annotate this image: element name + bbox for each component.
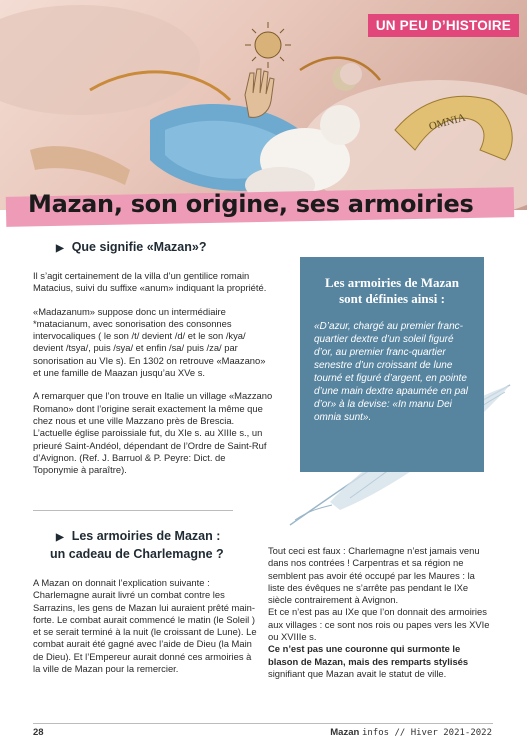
section3-bold-text: Ce n’est pas une couronne qui surmonte le blason de Mazan, mais des remparts stylisés — [268, 643, 469, 667]
section1-body — [33, 270, 273, 487]
sun-figure — [245, 22, 291, 68]
footer-issue: infos // Hiver 2021-2022 — [361, 728, 492, 738]
armoiries-definition-box — [300, 257, 484, 472]
hand-figure — [245, 69, 274, 117]
section3-paragraph: Et ce n’est pas au IXe que l’on donnait des armoiries aux villages : ce sont nos rois ou papes vers les XVIe ou XVIIIe s. — [268, 606, 490, 643]
section1-paragraph: «Madazanum» suppose donc un intermédiaire *matacianum, avec sonorisation des consonnes intervocaliques ( le son /t/ devient /d/ et le son /kya/ devient /tsya/, puis /sya/ et enfin /sa/ puis /za/ par sonorisation au VIe s). En 1302 on retrouve «Maazano» et une famille de Maazan jusqu’au XVe s. — [33, 305, 266, 379]
section2-body — [33, 577, 258, 686]
section-tag: UN PEU D’HISTOIRE — [368, 14, 519, 37]
section2-paragraph: A Mazan on donnait l’explication suivante : Charlemagne aurait livré un combat contre les Sarrazins, les gens de Mazan lui auraient prêté main-forte. Le combat aurait commencé le matin (le Soleil ) et se serait terminé à la nuit (le croissant de Lune). Le combat aurait été gagné avec l’aide de Dieu (la Main de Dieu). Et l’Empereur aurait donné ces armoiries à la ville de Mazan pour la remercier. — [33, 577, 257, 675]
page-number: 28 — [33, 727, 44, 738]
section2-heading-line1: Les armoiries de Mazan : — [71, 529, 221, 543]
crescent-moon-figure — [332, 63, 362, 91]
footer-publication — [330, 727, 492, 738]
triangle-bullet-icon: ▶ — [56, 532, 64, 543]
box-heading: Les armoiries de Mazan sont définies ainsi : — [325, 275, 459, 306]
section-divider — [33, 510, 233, 511]
section1-paragraph: Il s’agit certainement de la villa d’un gentilice romain Matacius, suivi du suffixe «anum» indiquant la propriété. — [33, 270, 267, 294]
section3-paragraph — [268, 643, 493, 680]
section1-heading-text: Que signifie «Mazan»? — [71, 240, 207, 254]
section2-heading — [50, 528, 224, 562]
blazon-text: «D’azur, chargé au premier franc-quartier dextre d’un soleil figuré d’or, au premier franc-quartier senestre d’un croissant de lune tourné et figuré d’argent, en pointe d’une main dextre apaumée en pal d’or» à la devise: «In manu Dei omnia sunt». — [314, 321, 468, 423]
ribbon-motto-text: OMNIA — [427, 111, 467, 133]
section2-heading-line2: un cadeau de Charlemagne ? — [50, 547, 224, 561]
page-title: Mazan, son origine, ses armoiries — [28, 190, 474, 218]
hero-fresco-image — [0, 0, 527, 210]
section3-body — [268, 545, 493, 680]
section1-paragraph: A remarquer que l’on trouve en Italie un village «Mazzano Romano» dont l’origine serait exactement la même que chez nous et une ville Mazzano près de Brescia. L’actuelle église paroissiale fut, du XIe s. au XIIIe s., un prieuré Saint-Andéol, dépendant de l’Ordre de Saint-Ruf d’Avignon. (Ref. J. Barruol & P. Peyre: Dict. de Toponymie à paraître). — [33, 390, 273, 476]
section3-paragraph: Tout ceci est faux : Charlemagne n’est jamais venu dans nos contrées ! Carpentras et sa région ne semblent pas avoir été occupé par les Maures : la liste des évêques ne s’arrête pas pendant le IXe siècle contrairement à Avignon. — [268, 545, 480, 606]
section3-rest-text: signifiant que Mazan avait le statut de ville. — [268, 667, 447, 679]
footer-rule — [33, 723, 493, 724]
triangle-bullet-icon: ▶ — [56, 243, 64, 254]
footer-brand: Mazan — [330, 727, 360, 738]
section1-heading — [56, 240, 206, 254]
